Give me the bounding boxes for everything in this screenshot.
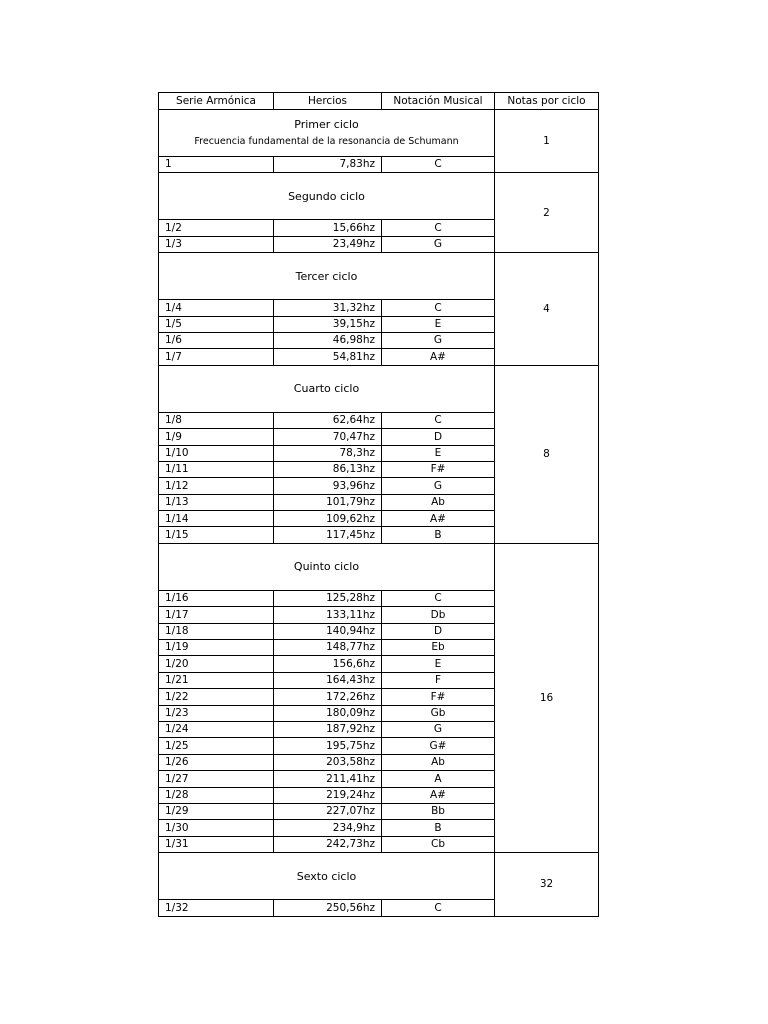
harmonic-ratio-cell: 1/2 (159, 220, 274, 236)
frequency-cell: 31,32hz (274, 300, 382, 316)
musical-note-cell: Bb (382, 803, 495, 819)
musical-note-cell: G (382, 721, 495, 737)
musical-note-cell: F# (382, 461, 495, 477)
notes-per-cycle-cell: 4 (495, 253, 599, 366)
harmonic-ratio-cell: 1/9 (159, 429, 274, 445)
frequency-cell: 164,43hz (274, 672, 382, 688)
frequency-cell: 62,64hz (274, 412, 382, 428)
musical-note-cell: E (382, 656, 495, 672)
frequency-cell: 7,83hz (274, 157, 382, 173)
musical-note-cell: A# (382, 787, 495, 803)
cycle-title: Quinto ciclo (293, 560, 360, 574)
harmonic-ratio-cell: 1/22 (159, 689, 274, 705)
frequency-cell: 78,3hz (274, 445, 382, 461)
cycle-title-row (159, 253, 599, 300)
harmonic-ratio-cell: 1/15 (159, 527, 274, 543)
musical-note-cell: A# (382, 511, 495, 527)
cycle-subtitle: Frecuencia fundamental de la resonancia de Schumann (194, 136, 459, 148)
musical-note-cell: Gb (382, 705, 495, 721)
cycle-title: Primer ciclo (294, 118, 359, 132)
header-serie-armonica: Serie Armónica (159, 93, 274, 110)
harmonic-ratio-cell: 1/30 (159, 820, 274, 836)
musical-note-cell: G (382, 478, 495, 494)
frequency-cell: 180,09hz (274, 705, 382, 721)
harmonic-ratio-cell: 1/32 (159, 900, 274, 916)
frequency-cell: 140,94hz (274, 623, 382, 639)
spreadsheet (158, 92, 598, 917)
frequency-cell: 46,98hz (274, 332, 382, 348)
frequency-cell: 70,47hz (274, 429, 382, 445)
frequency-cell: 172,26hz (274, 689, 382, 705)
frequency-cell: 187,92hz (274, 721, 382, 737)
harmonic-ratio-cell: 1/14 (159, 511, 274, 527)
frequency-cell: 234,9hz (274, 820, 382, 836)
harmonic-ratio-cell: 1/13 (159, 494, 274, 510)
frequency-cell: 242,73hz (274, 836, 382, 852)
harmonic-ratio-cell: 1/16 (159, 590, 274, 606)
cycle-title-row (159, 543, 599, 590)
musical-note-cell: D (382, 429, 495, 445)
harmonic-ratio-cell: 1/20 (159, 656, 274, 672)
frequency-cell: 156,6hz (274, 656, 382, 672)
harmonic-ratio-cell: 1 (159, 157, 274, 173)
harmonic-ratio-cell: 1/6 (159, 332, 274, 348)
harmonic-ratio-cell: 1/17 (159, 607, 274, 623)
frequency-cell: 109,62hz (274, 511, 382, 527)
harmonic-ratio-cell: 1/8 (159, 412, 274, 428)
musical-note-cell: D (382, 623, 495, 639)
table-body (159, 110, 599, 917)
cycle-title-cell (159, 853, 495, 900)
cycle-title-cell (159, 173, 495, 220)
frequency-cell: 23,49hz (274, 236, 382, 252)
notes-per-cycle-cell: 8 (495, 365, 599, 543)
notes-per-cycle-cell: 1 (495, 110, 599, 173)
notes-per-cycle-cell: 16 (495, 543, 599, 852)
musical-note-cell: Ab (382, 494, 495, 510)
frequency-cell: 133,11hz (274, 607, 382, 623)
musical-note-cell: G# (382, 738, 495, 754)
frequency-cell: 227,07hz (274, 803, 382, 819)
harmonic-ratio-cell: 1/10 (159, 445, 274, 461)
frequency-cell: 148,77hz (274, 640, 382, 656)
notes-per-cycle-cell: 32 (495, 853, 599, 916)
header-notacion-musical: Notación Musical (382, 93, 495, 110)
frequency-cell: 93,96hz (274, 478, 382, 494)
musical-note-cell: Eb (382, 640, 495, 656)
harmonic-ratio-cell: 1/7 (159, 349, 274, 365)
harmonic-ratio-cell: 1/19 (159, 640, 274, 656)
cycle-title: Cuarto ciclo (293, 382, 360, 396)
musical-note-cell: A# (382, 349, 495, 365)
cycle-title: Segundo ciclo (288, 189, 365, 203)
musical-note-cell: Ab (382, 754, 495, 770)
cycle-title-row (159, 853, 599, 900)
cycle-title-row (159, 110, 599, 157)
cycle-title: Tercer ciclo (295, 269, 358, 283)
header-row (159, 93, 599, 110)
musical-note-cell: E (382, 316, 495, 332)
musical-note-cell: C (382, 300, 495, 316)
frequency-cell: 39,15hz (274, 316, 382, 332)
harmonic-ratio-cell: 1/31 (159, 836, 274, 852)
musical-note-cell: F (382, 672, 495, 688)
musical-note-cell: A (382, 771, 495, 787)
harmonic-series-table (158, 92, 599, 917)
cycle-title-cell (159, 253, 495, 300)
musical-note-cell: B (382, 820, 495, 836)
musical-note-cell: C (382, 220, 495, 236)
cycle-title-cell (159, 543, 495, 590)
musical-note-cell: E (382, 445, 495, 461)
frequency-cell: 211,41hz (274, 771, 382, 787)
header-notas-por-ciclo: Notas por ciclo (495, 93, 599, 110)
cycle-title-cell (159, 110, 495, 157)
harmonic-ratio-cell: 1/11 (159, 461, 274, 477)
harmonic-ratio-cell: 1/25 (159, 738, 274, 754)
frequency-cell: 54,81hz (274, 349, 382, 365)
frequency-cell: 219,24hz (274, 787, 382, 803)
cycle-title-row (159, 365, 599, 412)
musical-note-cell: C (382, 157, 495, 173)
frequency-cell: 125,28hz (274, 590, 382, 606)
frequency-cell: 86,13hz (274, 461, 382, 477)
harmonic-ratio-cell: 1/3 (159, 236, 274, 252)
harmonic-ratio-cell: 1/12 (159, 478, 274, 494)
frequency-cell: 15,66hz (274, 220, 382, 236)
cycle-title-row (159, 173, 599, 220)
harmonic-ratio-cell: 1/26 (159, 754, 274, 770)
frequency-cell: 203,58hz (274, 754, 382, 770)
harmonic-ratio-cell: 1/28 (159, 787, 274, 803)
frequency-cell: 250,56hz (274, 900, 382, 916)
harmonic-ratio-cell: 1/29 (159, 803, 274, 819)
frequency-cell: 195,75hz (274, 738, 382, 754)
musical-note-cell: B (382, 527, 495, 543)
frequency-cell: 117,45hz (274, 527, 382, 543)
musical-note-cell: F# (382, 689, 495, 705)
harmonic-ratio-cell: 1/23 (159, 705, 274, 721)
harmonic-ratio-cell: 1/18 (159, 623, 274, 639)
harmonic-ratio-cell: 1/4 (159, 300, 274, 316)
musical-note-cell: C (382, 590, 495, 606)
frequency-cell: 101,79hz (274, 494, 382, 510)
musical-note-cell: Db (382, 607, 495, 623)
cycle-title: Sexto ciclo (296, 869, 357, 883)
musical-note-cell: Cb (382, 836, 495, 852)
musical-note-cell: G (382, 236, 495, 252)
musical-note-cell: C (382, 900, 495, 916)
cycle-title-cell (159, 365, 495, 412)
harmonic-ratio-cell: 1/5 (159, 316, 274, 332)
header-hercios: Hercios (274, 93, 382, 110)
notes-per-cycle-cell: 2 (495, 173, 599, 253)
harmonic-ratio-cell: 1/27 (159, 771, 274, 787)
harmonic-ratio-cell: 1/24 (159, 721, 274, 737)
musical-note-cell: G (382, 332, 495, 348)
harmonic-ratio-cell: 1/21 (159, 672, 274, 688)
musical-note-cell: C (382, 412, 495, 428)
